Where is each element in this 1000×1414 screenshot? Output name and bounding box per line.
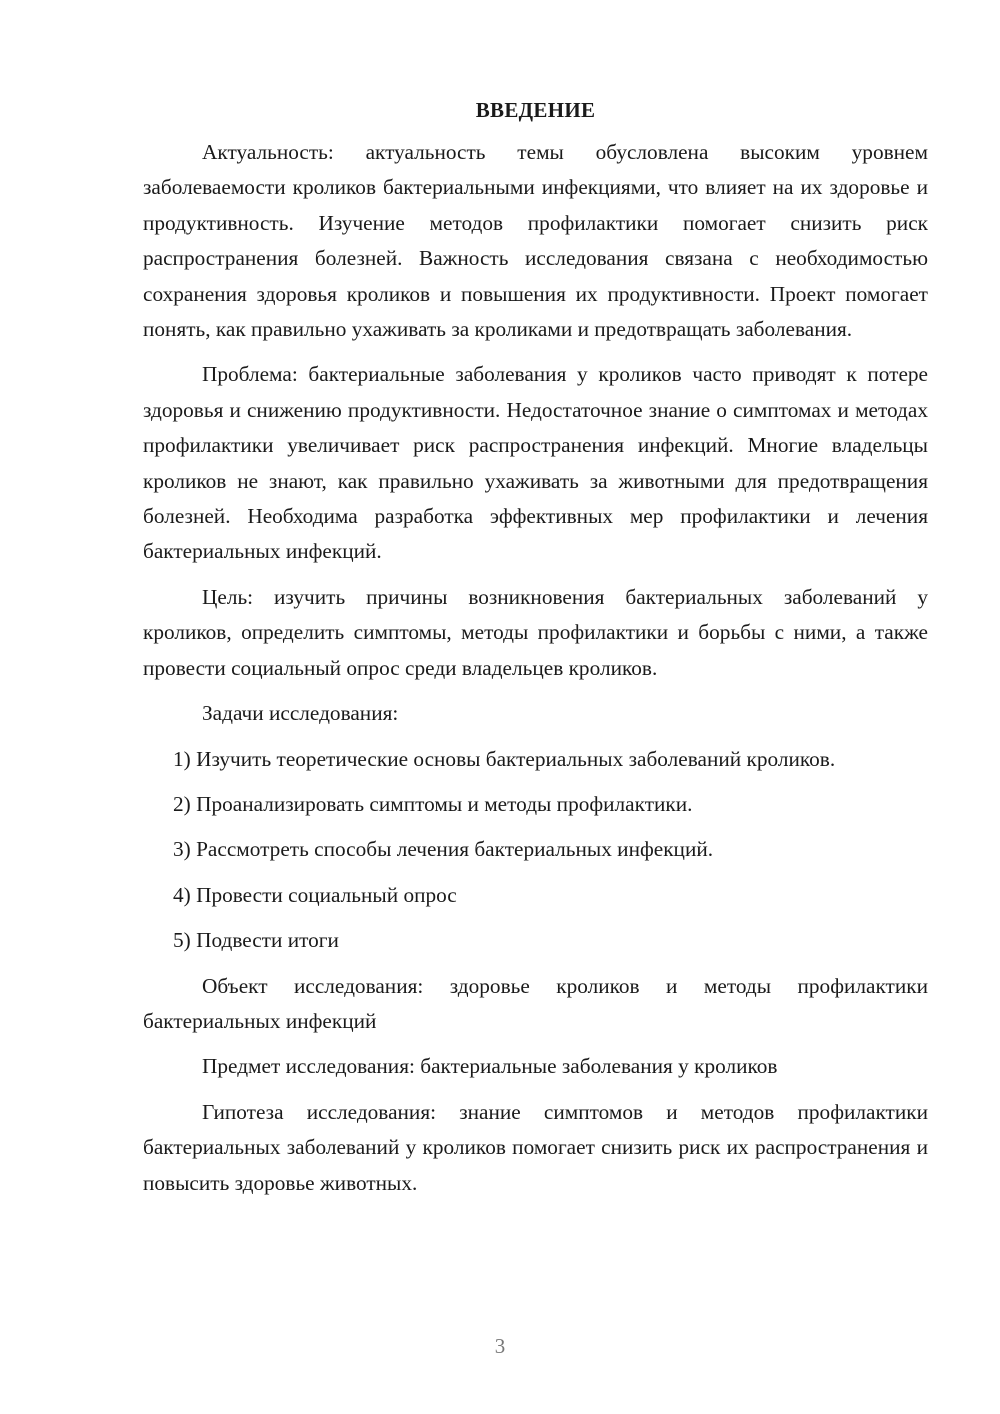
hypothesis-paragraph: Гипотеза исследования: знание симптомов и методов профилактики бактериальных заболеваний у кроликов помогает снизить риск их распространения и повысить здоровье животных. xyxy=(143,1099,928,1195)
object-paragraph: Объект исследования: здоровье кроликов и методы профилактики бактериальных инфекций xyxy=(143,973,928,1033)
task-item-4: 4) Провести социальный опрос xyxy=(173,882,457,907)
task-item-3: 3) Рассмотреть способы лечения бактериальных инфекций. xyxy=(173,837,714,862)
page-title: ВВЕДЕНИЕ xyxy=(475,98,596,122)
relevance-paragraph: Актуальность: актуальность темы обусловлена высоким уровнем заболеваемости кроликов бактериальными инфекциями, что влияет на их здоровье и продуктивность. Изучение методов профилактики помогает снизить риск распространения болезней. Важность исследования связана с необходимостью сохранения здоровья кроликов и повышения их продуктивности. Проект помогает понять, как правильно ухаживать за кроликами и предотвращать заболевания. xyxy=(143,140,928,342)
task-item-2: 2) Проанализировать симптомы и методы профилактики. xyxy=(173,791,693,816)
subject-paragraph: Предмет исследования: бактериальные заболевания у кроликов xyxy=(202,1054,778,1079)
task-item-5: 5) Подвести итоги xyxy=(173,928,339,953)
page-number: 3 xyxy=(494,1334,506,1358)
goal-paragraph: Цель: изучить причины возникновения бактериальных заболеваний у кроликов, определить симптомы, методы профилактики и борьбы с ними, а также провести социальный опрос среди владельцев кроликов. xyxy=(143,584,928,680)
document-page xyxy=(143,95,928,1201)
tasks-heading: Задачи исследования: xyxy=(202,701,399,726)
task-item-1: 1) Изучить теоретические основы бактериальных заболеваний кроликов. xyxy=(173,746,836,771)
problem-paragraph: Проблема: бактериальные заболевания у кроликов часто приводят к потере здоровья и снижению продуктивности. Недостаточное знание о симптомах и методах профилактики увеличивает риск распространения инфекций. Многие владельцы кроликов не знают, как правильно ухаживать за животными для предотвращения болезней. Необходима разработка эффективных мер профилактики и лечения бактериальных инфекций. xyxy=(143,362,928,564)
